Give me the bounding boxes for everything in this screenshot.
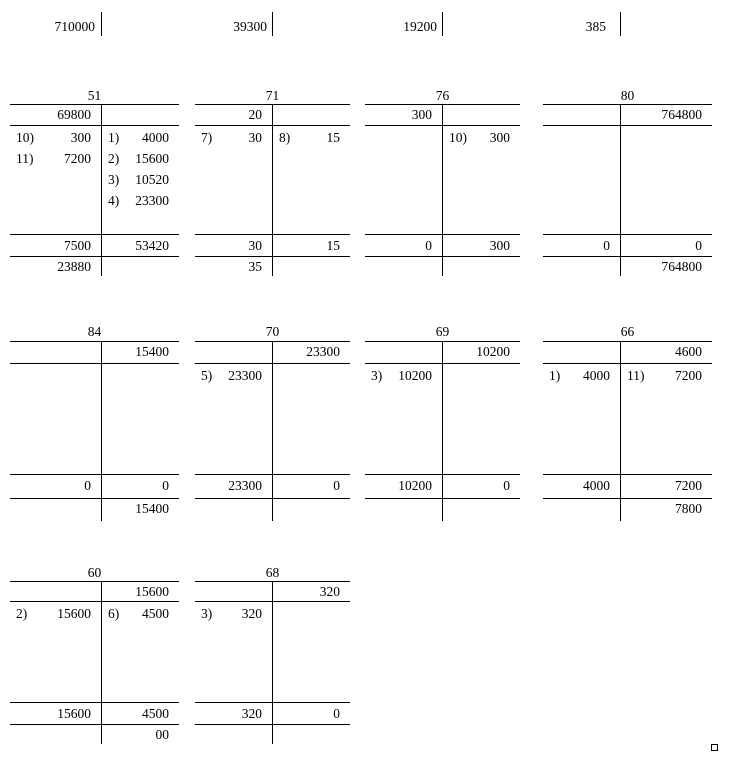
opening-debit: 300 xyxy=(411,107,432,122)
rule-line4 xyxy=(10,724,179,725)
top-balance-divider xyxy=(272,12,273,36)
account-title: 80 xyxy=(620,88,635,103)
rule-line1 xyxy=(543,341,712,342)
turnover-debit: 7500 xyxy=(64,238,91,253)
opening-credit: 764800 xyxy=(661,107,702,122)
closing-debit: 35 xyxy=(248,259,262,274)
opening-credit: 4600 xyxy=(675,344,702,359)
t-divider xyxy=(101,104,102,276)
debit-entry-ref: 7) xyxy=(201,130,213,145)
opening-credit: 15400 xyxy=(135,344,169,359)
debit-entry-ref: 1) xyxy=(549,368,561,383)
t-account-66 xyxy=(543,324,712,521)
turnover-debit: 320 xyxy=(241,706,262,721)
credit-entry-amount: 4000 xyxy=(142,130,169,145)
top-balance-divider xyxy=(620,12,621,36)
account-title: 66 xyxy=(620,324,635,339)
credit-entry-ref: 6) xyxy=(108,606,120,621)
debit-entry-amount: 320 xyxy=(241,606,262,621)
account-title: 60 xyxy=(87,565,102,580)
account-title: 51 xyxy=(87,88,102,103)
turnover-credit: 0 xyxy=(503,478,510,493)
account-title: 71 xyxy=(265,88,280,103)
turnover-debit: 10200 xyxy=(398,478,432,493)
t-divider xyxy=(620,341,621,521)
rule-line3 xyxy=(10,474,179,475)
top-balance-divider xyxy=(442,12,443,36)
rule-line2 xyxy=(10,363,179,364)
closing-credit: 764800 xyxy=(661,259,702,274)
t-divider xyxy=(272,581,273,744)
debit-entry-amount: 15600 xyxy=(57,606,91,621)
turnover-credit: 4500 xyxy=(142,706,169,721)
debit-entry-amount: 7200 xyxy=(64,151,91,166)
t-account-69 xyxy=(365,324,520,521)
debit-entry-amount: 30 xyxy=(248,130,262,145)
corner-marker xyxy=(711,744,718,751)
t-account-80 xyxy=(543,88,712,276)
turnover-credit: 7200 xyxy=(675,478,702,493)
debit-entry-amount: 10200 xyxy=(398,368,432,383)
debit-entry-amount: 23300 xyxy=(228,368,262,383)
opening-credit: 320 xyxy=(319,584,340,599)
credit-entry-ref: 11) xyxy=(627,368,645,383)
rule-line1 xyxy=(10,341,179,342)
account-title: 69 xyxy=(435,324,450,339)
rule-line3 xyxy=(543,234,712,235)
turnover-credit: 0 xyxy=(162,478,169,493)
debit-entry-amount: 300 xyxy=(70,130,91,145)
turnover-debit: 0 xyxy=(84,478,91,493)
turnover-credit: 0 xyxy=(695,238,702,253)
turnover-credit: 0 xyxy=(333,706,340,721)
rule-line4 xyxy=(10,256,179,257)
t-divider xyxy=(272,341,273,521)
t-account-71 xyxy=(195,88,350,276)
credit-entry-ref: 4) xyxy=(108,193,120,208)
top-balance-value: 19200 xyxy=(403,19,437,34)
rule-line2 xyxy=(543,363,712,364)
top-balance-value: 39300 xyxy=(233,19,267,34)
credit-entry-amount: 23300 xyxy=(135,193,169,208)
account-title: 70 xyxy=(265,324,280,339)
credit-entry-amount: 7200 xyxy=(675,368,702,383)
closing-credit: 15400 xyxy=(135,501,169,516)
rule-line3 xyxy=(10,234,179,235)
debit-entry-ref: 2) xyxy=(16,606,28,621)
turnover-credit: 0 xyxy=(333,478,340,493)
opening-credit: 23300 xyxy=(306,344,340,359)
credit-entry-amount: 300 xyxy=(489,130,510,145)
debit-entry-amount: 4000 xyxy=(583,368,610,383)
credit-entry-amount: 15 xyxy=(326,130,340,145)
t-divider xyxy=(442,104,443,276)
credit-entry-ref: 2) xyxy=(108,151,120,166)
turnover-debit: 30 xyxy=(248,238,262,253)
t-divider xyxy=(101,581,102,744)
credit-entry-amount: 15600 xyxy=(135,151,169,166)
t-divider xyxy=(101,341,102,521)
rule-line1 xyxy=(543,104,712,105)
rule-line3 xyxy=(10,702,179,703)
t-account-76 xyxy=(365,88,520,276)
debit-entry-ref: 3) xyxy=(201,606,213,621)
rule-line2 xyxy=(543,125,712,126)
debit-entry-ref: 10) xyxy=(16,130,34,145)
turnover-debit: 4000 xyxy=(583,478,610,493)
rule-line1 xyxy=(10,581,179,582)
turnover-credit: 300 xyxy=(489,238,510,253)
turnover-credit: 15 xyxy=(326,238,340,253)
closing-credit: 7800 xyxy=(675,501,702,516)
t-account-84 xyxy=(10,324,179,521)
debit-entry-ref: 11) xyxy=(16,151,34,166)
t-account-68 xyxy=(195,565,350,744)
rule-line2 xyxy=(10,601,179,602)
account-title: 76 xyxy=(435,88,450,103)
opening-debit: 69800 xyxy=(57,107,91,122)
t-divider xyxy=(442,341,443,521)
turnover-debit: 0 xyxy=(425,238,432,253)
credit-entry-amount: 10520 xyxy=(135,172,169,187)
credit-entry-ref: 3) xyxy=(108,172,120,187)
turnover-debit: 0 xyxy=(603,238,610,253)
account-title: 68 xyxy=(265,565,280,580)
debit-entry-ref: 5) xyxy=(201,368,213,383)
top-balance-value: 710000 xyxy=(54,19,95,34)
rule-line4 xyxy=(10,498,179,499)
opening-credit: 10200 xyxy=(476,344,510,359)
t-divider xyxy=(620,104,621,276)
t-divider xyxy=(272,104,273,276)
top-balance-divider xyxy=(101,12,102,36)
rule-line1 xyxy=(10,104,179,105)
account-title: 84 xyxy=(87,324,102,339)
rule-line2 xyxy=(10,125,179,126)
turnover-credit: 53420 xyxy=(135,238,169,253)
t-account-60 xyxy=(10,565,179,744)
credit-entry-ref: 8) xyxy=(279,130,291,145)
opening-credit: 15600 xyxy=(135,584,169,599)
top-balance-value: 385 xyxy=(585,19,606,34)
t-account-70 xyxy=(195,324,350,521)
turnover-debit: 23300 xyxy=(228,478,262,493)
credit-entry-ref: 10) xyxy=(449,130,467,145)
credit-entry-ref: 1) xyxy=(108,130,120,145)
closing-credit: 00 xyxy=(155,727,169,742)
credit-entry-amount: 4500 xyxy=(142,606,169,621)
closing-debit: 23880 xyxy=(57,259,91,274)
rule-line4 xyxy=(543,256,712,257)
opening-debit: 20 xyxy=(248,107,262,122)
t-account-51 xyxy=(10,88,179,276)
rule-line4 xyxy=(543,498,712,499)
turnover-debit: 15600 xyxy=(57,706,91,721)
rule-line3 xyxy=(543,474,712,475)
debit-entry-ref: 3) xyxy=(371,368,383,383)
